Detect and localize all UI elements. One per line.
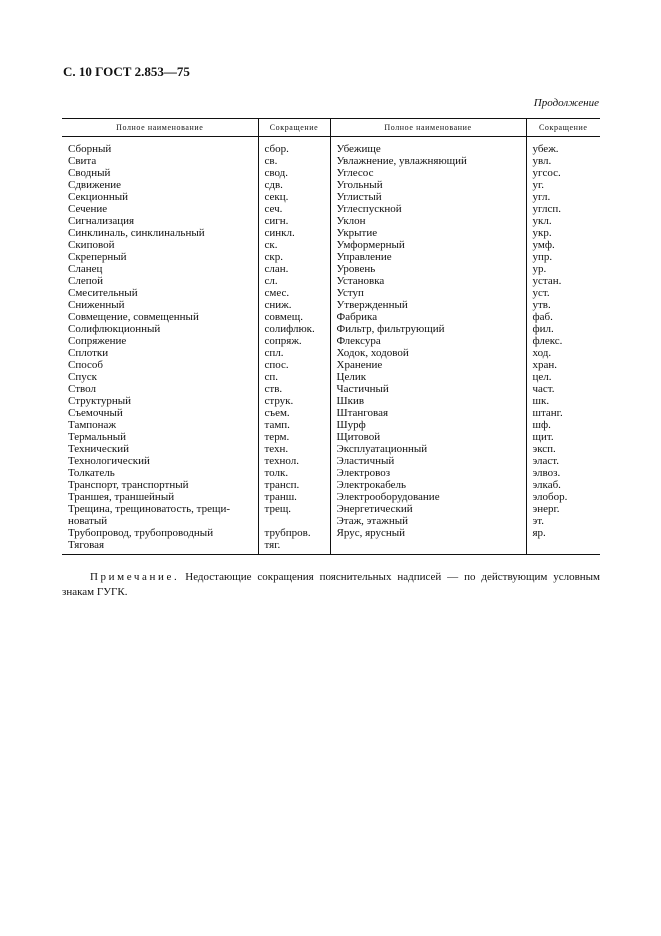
full-name-cell: Эластичный xyxy=(330,455,526,467)
full-name-cell: Слепой xyxy=(62,275,258,287)
full-name-cell: Сборный xyxy=(62,137,258,156)
full-name-cell: Солифлюкционный xyxy=(62,323,258,335)
abbreviation-cell: утв. xyxy=(532,299,551,311)
abbreviation-cell: сдв. xyxy=(258,179,330,191)
table-row xyxy=(62,155,600,167)
abbreviation-table xyxy=(62,118,600,555)
table-row xyxy=(62,251,600,263)
full-name-cell: Этаж, этажный xyxy=(330,515,526,527)
full-name-cell: Ходок, ходовой xyxy=(330,347,526,359)
full-name-cell: Ствол xyxy=(62,383,258,395)
table-row xyxy=(62,137,600,156)
column-header-full-name-left: Полное наименование xyxy=(62,119,258,137)
abbreviation-cell: убеж. xyxy=(532,143,559,155)
full-name-cell: Установка xyxy=(330,275,526,287)
full-name-cell: Сдвижение xyxy=(62,179,258,191)
abbreviation-cell: свод. xyxy=(258,167,330,179)
table-row xyxy=(62,311,600,323)
abbreviation-cell xyxy=(526,539,600,555)
full-name-cell: Сводный xyxy=(62,167,258,179)
full-name-cell: Сопряжение xyxy=(62,335,258,347)
abbreviation-cell: сеч. xyxy=(258,203,330,215)
abbreviation-cell: фил. xyxy=(532,323,554,335)
abbreviation-cell: сопряж. xyxy=(258,335,330,347)
abbreviation-cell: съем. xyxy=(258,407,330,419)
full-name-cell: Умформерный xyxy=(330,239,526,251)
column-header-abbreviation-right: Сокращение xyxy=(526,119,600,137)
full-name-cell: Шурф xyxy=(330,419,526,431)
abbreviation-cell: солифлюк. xyxy=(258,323,330,335)
full-name-cell: Трещина, трещиноватость, трещи- xyxy=(62,503,258,515)
abbreviation-cell: тяг. xyxy=(258,539,330,555)
full-name-cell: Трубопровод, трубопроводный xyxy=(62,527,258,539)
full-name-cell: Укрытие xyxy=(330,227,526,239)
abbreviation-cell: угсос. xyxy=(532,167,561,179)
full-name-cell: Щитовой xyxy=(330,431,526,443)
table-row xyxy=(62,467,600,479)
abbreviation-cell: трубпров. xyxy=(258,527,330,539)
table-row xyxy=(62,203,600,215)
full-name-cell: Эксплуатационный xyxy=(330,443,526,455)
abbreviation-cell: сп. xyxy=(258,371,330,383)
abbreviation-cell: эт. xyxy=(532,515,544,527)
full-name-cell: Транспорт, транспортный xyxy=(62,479,258,491)
full-name-cell: Электрооборудование xyxy=(330,491,526,503)
abbreviation-cell: св. xyxy=(258,155,330,167)
table-row xyxy=(62,179,600,191)
table-row xyxy=(62,479,600,491)
note-text: Недостающие сокращения пояснительных надписей — по действующим условным знакам ГУГК. xyxy=(62,571,601,598)
abbreviation-cell: технол. xyxy=(258,455,330,467)
full-name-cell: Электрокабель xyxy=(330,479,526,491)
full-name-cell xyxy=(330,539,526,555)
abbreviation-cell: тамп. xyxy=(258,419,330,431)
full-name-cell: Спуск xyxy=(62,371,258,383)
full-name-cell: новатый xyxy=(62,515,258,527)
abbreviation-cell: ск. xyxy=(258,239,330,251)
full-name-cell: Уступ xyxy=(330,287,526,299)
full-name-cell: Тяговая xyxy=(62,539,258,555)
abbreviation-cell: хран. xyxy=(532,359,558,371)
page-title: С. 10 ГОСТ 2.853—75 xyxy=(63,64,190,79)
abbreviation-cell: слан. xyxy=(258,263,330,275)
abbreviation-cell: элобор. xyxy=(532,491,568,503)
full-name-cell: Тампонаж xyxy=(62,419,258,431)
abbreviation-cell: сниж. xyxy=(258,299,330,311)
abbreviation-cell: упр. xyxy=(532,251,553,263)
full-name-cell: Уклон xyxy=(330,215,526,227)
table-row xyxy=(62,371,600,383)
table-row xyxy=(62,335,600,347)
full-name-cell: Технический xyxy=(62,443,258,455)
table-row xyxy=(62,407,600,419)
abbreviation-cell: терм. xyxy=(258,431,330,443)
abbreviation-cell: фаб. xyxy=(532,311,553,323)
full-name-cell: Электровоз xyxy=(330,467,526,479)
full-name-cell: Технологический xyxy=(62,455,258,467)
full-name-cell: Сечение xyxy=(62,203,258,215)
table-row xyxy=(62,491,600,503)
table-row xyxy=(62,347,600,359)
full-name-cell: Целик xyxy=(330,371,526,383)
full-name-cell: Сигнализация xyxy=(62,215,258,227)
full-name-cell: Фабрика xyxy=(330,311,526,323)
table-row xyxy=(62,395,600,407)
table-row xyxy=(62,455,600,467)
abbreviation-cell: сбор. xyxy=(258,137,330,156)
abbreviation-cell: спл. xyxy=(258,347,330,359)
abbreviation-cell xyxy=(258,515,330,527)
abbreviation-cell: секц. xyxy=(258,191,330,203)
abbreviation-cell: элкаб. xyxy=(532,479,561,491)
abbreviation-cell: шк. xyxy=(532,395,550,407)
table-header-row xyxy=(62,119,600,137)
table-row xyxy=(62,239,600,251)
continuation-label: Продолжение xyxy=(533,97,599,109)
abbreviation-cell: ход. xyxy=(532,347,552,359)
table-row xyxy=(62,503,600,515)
abbreviation-cell: спос. xyxy=(258,359,330,371)
abbreviation-cell: ств. xyxy=(258,383,330,395)
abbreviation-cell: част. xyxy=(532,383,555,395)
abbreviation-cell: скр. xyxy=(258,251,330,263)
full-name-cell: Углеспускной xyxy=(330,203,526,215)
abbreviation-cell: увл. xyxy=(532,155,552,167)
note-label: Примечание. xyxy=(90,571,180,583)
table-row xyxy=(62,515,600,527)
abbreviation-cell: синкл. xyxy=(258,227,330,239)
abbreviation-cell: укл. xyxy=(532,215,552,227)
abbreviation-cell: эласт. xyxy=(532,455,560,467)
abbreviation-cell: цел. xyxy=(532,371,552,383)
full-name-cell: Синклиналь, синклинальный xyxy=(62,227,258,239)
full-name-cell: Флексура xyxy=(330,335,526,347)
full-name-cell: Толкатель xyxy=(62,467,258,479)
table-row xyxy=(62,227,600,239)
full-name-cell: Шкив xyxy=(330,395,526,407)
abbreviation-cell: устан. xyxy=(532,275,562,287)
abbreviation-cell: эксп. xyxy=(532,443,556,455)
table-row xyxy=(62,263,600,275)
full-name-cell: Скреперный xyxy=(62,251,258,263)
full-name-cell: Частичный xyxy=(330,383,526,395)
full-name-cell: Фильтр, фильтрующий xyxy=(330,323,526,335)
full-name-cell: Уровень xyxy=(330,263,526,275)
full-name-cell: Штанговая xyxy=(330,407,526,419)
abbreviation-cell: уг. xyxy=(532,179,545,191)
abbreviation-cell: углсп. xyxy=(532,203,561,215)
abbreviation-cell: совмещ. xyxy=(258,311,330,323)
table-row xyxy=(62,275,600,287)
abbreviation-cell: флекс. xyxy=(532,335,563,347)
full-name-cell: Хранение xyxy=(330,359,526,371)
abbreviation-cell: трансп. xyxy=(258,479,330,491)
abbreviation-cell: уст. xyxy=(532,287,550,299)
abbreviation-cell: толк. xyxy=(258,467,330,479)
column-header-full-name-right: Полное наименование xyxy=(330,119,526,137)
full-name-cell: Структурный xyxy=(62,395,258,407)
abbreviation-cell: яр. xyxy=(532,527,546,539)
full-name-cell: Способ xyxy=(62,359,258,371)
table-row xyxy=(62,383,600,395)
abbreviation-cell: сл. xyxy=(258,275,330,287)
table-row xyxy=(62,527,600,539)
abbreviation-cell: сигн. xyxy=(258,215,330,227)
full-name-cell: Термальный xyxy=(62,431,258,443)
full-name-cell: Угольный xyxy=(330,179,526,191)
abbreviation-cell: трещ. xyxy=(258,503,330,515)
full-name-cell: Сланец xyxy=(62,263,258,275)
full-name-cell: Секционный xyxy=(62,191,258,203)
table-row xyxy=(62,539,600,555)
abbreviation-cell: энерг. xyxy=(532,503,560,515)
abbreviation-cell: смес. xyxy=(258,287,330,299)
abbreviation-cell: умф. xyxy=(532,239,555,251)
full-name-cell: Траншея, траншейный xyxy=(62,491,258,503)
table-row xyxy=(62,419,600,431)
abbreviation-cell: укр. xyxy=(532,227,552,239)
table-row xyxy=(62,167,600,179)
table-row xyxy=(62,299,600,311)
full-name-cell: Убежище xyxy=(330,137,526,156)
full-name-cell: Утвержденный xyxy=(330,299,526,311)
abbreviation-cell: щит. xyxy=(532,431,554,443)
full-name-cell: Съемочный xyxy=(62,407,258,419)
full-name-cell: Энергетический xyxy=(330,503,526,515)
abbreviation-cell: штанг. xyxy=(532,407,563,419)
abbreviation-cell: транш. xyxy=(258,491,330,503)
full-name-cell: Совмещение, совмещенный xyxy=(62,311,258,323)
full-name-cell: Управление xyxy=(330,251,526,263)
table-row xyxy=(62,191,600,203)
table-row xyxy=(62,215,600,227)
table-row xyxy=(62,323,600,335)
column-header-abbreviation-left: Сокращение xyxy=(258,119,330,137)
abbreviation-cell: элвоз. xyxy=(532,467,561,479)
full-name-cell: Скиповой xyxy=(62,239,258,251)
abbreviation-cell: струк. xyxy=(258,395,330,407)
full-name-cell: Сплотки xyxy=(62,347,258,359)
full-name-cell: Смесительный xyxy=(62,287,258,299)
table-row xyxy=(62,359,600,371)
full-name-cell: Ярус, ярусный xyxy=(330,527,526,539)
table-row xyxy=(62,443,600,455)
full-name-cell: Увлажнение, увлажняющий xyxy=(330,155,526,167)
abbreviation-cell: техн. xyxy=(258,443,330,455)
full-name-cell: Свита xyxy=(62,155,258,167)
abbreviation-cell: шф. xyxy=(532,419,551,431)
abbreviation-cell: ур. xyxy=(532,263,547,275)
full-name-cell: Углистый xyxy=(330,191,526,203)
footnote xyxy=(62,570,600,600)
full-name-cell: Углесос xyxy=(330,167,526,179)
abbreviation-cell: угл. xyxy=(532,191,551,203)
table-row xyxy=(62,431,600,443)
table-row xyxy=(62,287,600,299)
full-name-cell: Сниженный xyxy=(62,299,258,311)
